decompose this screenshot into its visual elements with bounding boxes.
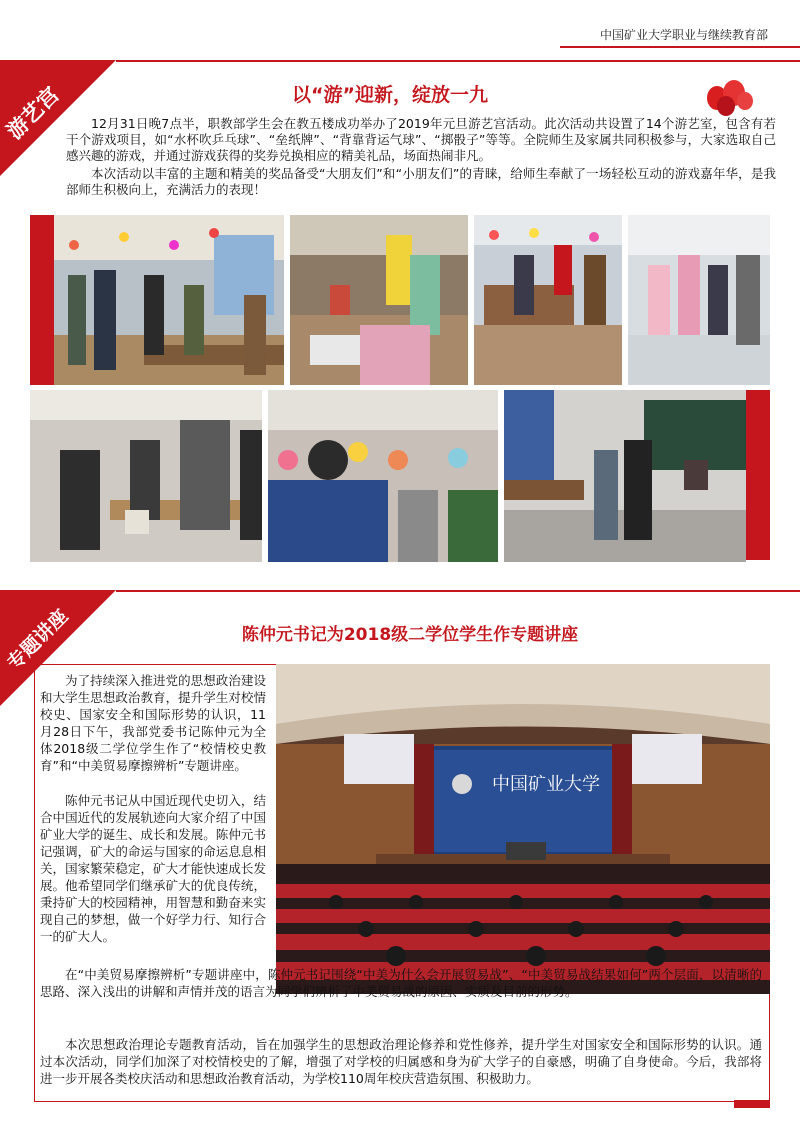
header-rule <box>560 46 800 48</box>
header-org: 中国矿业大学职业与继续教育部 <box>600 28 769 42</box>
photo-game-room-5 <box>30 390 262 562</box>
section1-paragraph-1: 12月31日晚7点半，职教部学生会在教五楼成功举办了2019年元旦游艺宫活动。此次活动共设置了14个游艺室，包含有若干个游戏项目，如“水杯吹乒乓球”、“垒纸牌”、“背靠背运气球”、“掷骰子”等等。全院师生及家属共同积极参与，大家选取自己感兴趣的游戏，并通过游戏获得的奖券兑换相应的精美礼品，场面热闹非凡。 <box>66 116 776 163</box>
balloons-decoration <box>695 68 765 123</box>
photo-auditorium <box>276 664 770 994</box>
auditorium-screen-sign: 中国矿业大学 <box>492 774 600 795</box>
section2-top-rule <box>116 590 800 592</box>
section2-paragraph-3: 在“中美贸易摩擦辨析”专题讲座中，陈仲元书记围绕“中美为什么会开展贸易战”、“中美贸易战结果如何”两个层面，以清晰的思路、深入浅出的讲解和声情并茂的语言为同学们辨析了中美贸易战的原因、实质及目前的形势。 <box>40 967 762 999</box>
section1-tag-text: 游艺宫 <box>2 82 64 144</box>
section1-title: 以“游”迎新，绽放一九 <box>292 84 488 106</box>
photo-game-room-4 <box>628 215 770 385</box>
photo-game-room-1 <box>54 215 284 385</box>
section1-top-rule <box>116 60 800 62</box>
section2-paragraph-1: 为了持续深入推进党的思想政治建设和大学生思想政治教育，提升学生对校情校史、国家安全和国际形势的认识，11月28日下午，我部党委书记陈仲元为全体2018级二学位学生作了“校情校史教育”和“中美贸易摩擦辨析”专题讲座。 <box>40 673 266 773</box>
section1-left-bar <box>30 215 54 385</box>
photo-game-room-2 <box>290 215 468 385</box>
section2-paragraph-2: 陈仲元书记从中国近现代史切入，结合中国近代的发展轨迹向大家介绍了中国矿业大学的诞生、成长和发展。陈仲元书记强调，矿大的命运与国家的命运息息相关，国家繁荣稳定，矿大才能快速成长发展。他希望同学们继承矿大的优良传统，秉持矿大的校园精神，用智慧和勤奋来实现自己的梦想，做一个好学力行、知行合一的矿大人。 <box>40 793 266 944</box>
photo-game-room-7 <box>504 390 746 562</box>
photo-game-room-3 <box>474 215 622 385</box>
section2-title: 陈仲元书记为2018级二学位学生作专题讲座 <box>241 625 579 645</box>
section2-paragraph-4: 本次思想政治理论专题教育活动，旨在加强学生的思想政治理论修养和党性修养，提升学生对国家安全和国际形势的认识。通过本次活动，同学们加深了对校情校史的了解，增强了对学校的归属感和身为矿大学子的自豪感，明确了自身使命。今后，我部将进一步开展各类校庆活动和思想政治教育活动，为学校110周年校庆营造氛围、积极助力。 <box>40 1037 762 1086</box>
section2-tag-text: 专题讲座 <box>3 605 73 675</box>
section1-paragraph-2: 本次活动以丰富的主题和精美的奖品备受“大朋友们”和“小朋友们”的青睐，给师生奉献了一场轻松互动的游戏嘉年华，是我部师生积极向上，充满活力的表现！ <box>66 166 776 197</box>
section1-right-bar <box>746 390 770 560</box>
photo-game-room-6 <box>268 390 498 562</box>
section2-bottom-bar <box>734 1100 770 1108</box>
